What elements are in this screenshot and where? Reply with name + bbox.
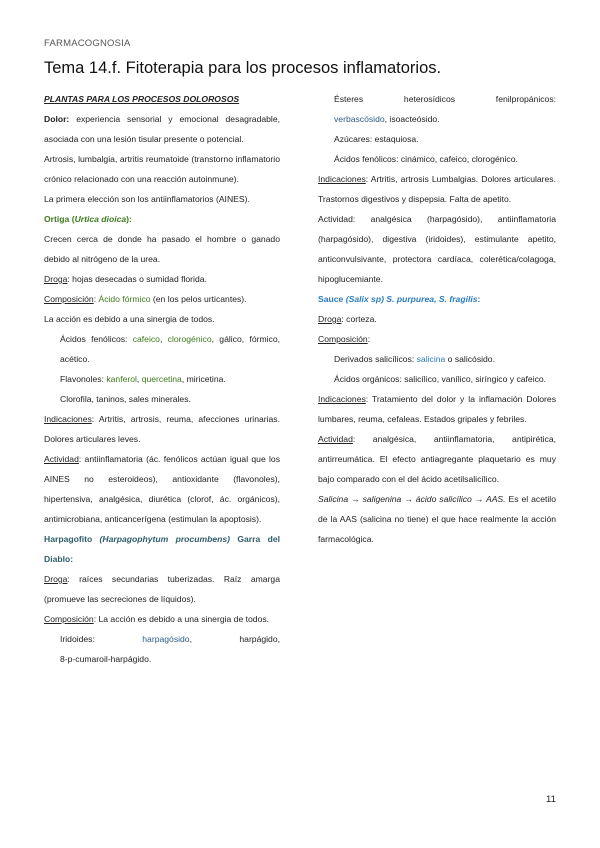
droga-label: Droga: [318, 314, 342, 324]
dolor-label: Dolor:: [44, 114, 70, 124]
dolor-definition: [44, 109, 280, 149]
harpa-comp-text: : La acción es debido a una sinergia de todos.: [93, 614, 270, 624]
ortiga-habitat: Crecen cerca de donde ha pasado el hombre o ganado debido al nitrógeno de la urea.: [44, 234, 280, 264]
cafeico: cafeico: [132, 334, 160, 344]
azucares: Azúcares: estaquiosa.: [334, 134, 419, 144]
ortiga-actividad: [44, 449, 280, 529]
running-header: FARMACOGNOSIA: [44, 38, 131, 49]
ortiga-indic-text: : Artritis, artrosis, reuma, afecciones urinarias. Dolores articulares leves.: [44, 414, 280, 444]
salicina: salicina: [416, 354, 446, 364]
salicina-chain: Salicina → saligenina → ácido salicílico → AAS.: [318, 494, 506, 504]
acido-formico: Ácido fórmico: [98, 294, 151, 304]
ortiga-act-text: : antiinflamatoria (ác. fenólicos actúan igual que los AINES no esteroideos), antioxidante (flavonoles), hipertensiva, analgésica, diurética (clorof, ác. orgánicos), antimicrobiana, anticancerígena (estimulan la apoptosis).: [44, 454, 280, 524]
harpa-name: Harpagofito: [44, 534, 100, 544]
indicaciones-label: Indicaciones: [318, 394, 366, 404]
harpa-latin: (Harpagophytum procumbens): [99, 534, 231, 544]
sauce-heading: [318, 289, 556, 309]
sauce-droga-text: : corteza.: [341, 314, 377, 324]
ortiga-droga: [44, 269, 280, 289]
harpa-indicaciones: [318, 169, 556, 209]
kanferol: kanferol: [106, 374, 137, 384]
verbascosido: verbascósido: [334, 114, 385, 124]
sep-1: ,: [159, 334, 168, 344]
flavonoles-label: Flavonoles:: [60, 374, 107, 384]
iridoides-rest: , harpágido,: [189, 634, 280, 644]
ortiga-droga-text: : hojas desecadas o sumidad florida.: [67, 274, 207, 284]
cumaroil: 8-p-cumaroil-harpágido.: [60, 654, 152, 664]
salicina-note: [318, 489, 556, 549]
indicaciones-label: Indicaciones: [44, 414, 92, 424]
salicina-text: Es el acetilo de la AAS (salicina no tiene) el que hace realmente la acción farmacológica.: [318, 494, 556, 544]
clorofila: Clorofila, taninos, sales minerales.: [60, 394, 191, 404]
ortiga-composicion: [44, 289, 280, 309]
flavonoles: [44, 369, 280, 389]
dolor-text: experiencia sensorial y emocional desagradable, asociada con una lesión tisular presente o potencial.: [44, 114, 280, 144]
sauce-indicaciones: [318, 389, 556, 429]
iridoides-label: Iridoides:: [60, 634, 143, 644]
composicion-label: Composición: [44, 294, 94, 304]
harpa-droga: [44, 569, 280, 609]
ortiga-indicaciones: [44, 409, 280, 449]
ortiga-heading: [44, 209, 280, 229]
composicion-sep: :: [93, 294, 99, 304]
right-column: [318, 89, 556, 549]
sauce-act-text: : analgésica, antiinflamatoria, antipirética, antirreumática. El efecto antiagregante plaquetario es muy bajo comparado con el del ácido acetilsalicílico.: [318, 434, 556, 484]
actividad-label: Actividad: [44, 454, 79, 464]
acidos-fenolicos: [44, 329, 280, 369]
derivados-rest: o salicósido.: [445, 354, 495, 364]
sauce-name: Sauce: [318, 294, 346, 304]
clorogenico: clorogénico: [167, 334, 212, 344]
derivados-label: Derivados salicílicos:: [334, 354, 417, 364]
acidos-fenolicos-harpa: Ácidos fenólicos: cinámico, cafeico, clorogénico.: [334, 154, 518, 164]
section-title: PLANTAS PARA LOS PROCESOS DOLOROSOS: [44, 94, 240, 104]
page-title: Tema 14.f. Fitoterapia para los procesos inflamatorios.: [44, 59, 442, 77]
page-number: 11: [546, 794, 556, 805]
sep-2: ,: [136, 374, 142, 384]
droga-label: Droga: [44, 574, 68, 584]
sauce-composicion: [318, 329, 556, 349]
sauce-colon: :: [477, 294, 481, 304]
harpagosido: harpagósido: [142, 634, 190, 644]
acidos-fen-label: Ácidos fenólicos:: [60, 334, 133, 344]
ortiga-sinergia: La acción es debido a una sinergia de todos.: [44, 314, 215, 324]
harpagofito-heading: [44, 529, 280, 569]
sauce-droga: [318, 309, 556, 329]
left-column: [44, 89, 280, 669]
harpa-actividad: Actividad: analgésica (harpagósido), antiinflamatoria (harpagósido), digestiva (iridoides), estimulante apetito, anticonvulsivante, protectora cardíaca, colerética/colagoga, hipoglucemiante.: [318, 214, 556, 284]
derivados-salicilicos: [318, 349, 556, 369]
quercetina: quercetina: [141, 374, 182, 384]
indicaciones-label: Indicaciones: [318, 174, 366, 184]
composicion-label: Composición: [318, 334, 368, 344]
acidos-organicos: Ácidos orgánicos: salicílico, vanílico, siríngico y cafeico.: [334, 374, 547, 384]
esteres: Ésteres heterosídicos fenilpropánicos:: [334, 94, 556, 104]
primera-eleccion-paragraph: La primera elección son los antiinflamatorios (AINES).: [44, 194, 250, 204]
harpa-common: Garra del Diablo:: [44, 534, 280, 564]
sauce-indic-text: : Tratamiento del dolor y la inflamación Dolores lumbares, reuma, cefaleas. Estados gripales y febriles.: [318, 394, 556, 424]
flavonoles-rest: , miricetina.: [181, 374, 226, 384]
harpa-indic-text: : Artritis, artrosis Lumbalgias. Dolores articulares. Trastornos digestivos y dispepsia. Falta de apetito.: [318, 174, 556, 204]
harpa-droga-text: : raíces secundarias tuberizadas. Raíz amarga (promueve las secreciones de líquidos).: [44, 574, 280, 604]
ortiga-close: ):: [126, 214, 132, 224]
sauce-actividad: [318, 429, 556, 489]
actividad-label: Actividad: [318, 434, 353, 444]
harpa-composicion: [44, 609, 280, 629]
acidos-fen-rest: , gálico, fórmico, acético.: [60, 334, 281, 364]
composicion-colon: :: [367, 334, 371, 344]
ortiga-comp-rest: (en los pelos urticantes).: [150, 294, 247, 304]
isoacteosido: , isoacteósido.: [384, 114, 440, 124]
composicion-label: Composición: [44, 614, 94, 624]
ortiga-latin: Urtica dioica: [74, 214, 127, 224]
verbascosido-line: [318, 109, 556, 129]
sauce-latin: (Salix sp) S. purpurea, S. fragilis: [345, 294, 478, 304]
artrosis-paragraph: Artrosis, lumbalgia, artritis reumatoide (transtorno inflamatorio crónico relacionado con una reacción autoinmune).: [44, 154, 280, 184]
ortiga-name: Ortiga (: [44, 214, 75, 224]
droga-label: Droga: [44, 274, 68, 284]
iridoides: [44, 629, 280, 649]
